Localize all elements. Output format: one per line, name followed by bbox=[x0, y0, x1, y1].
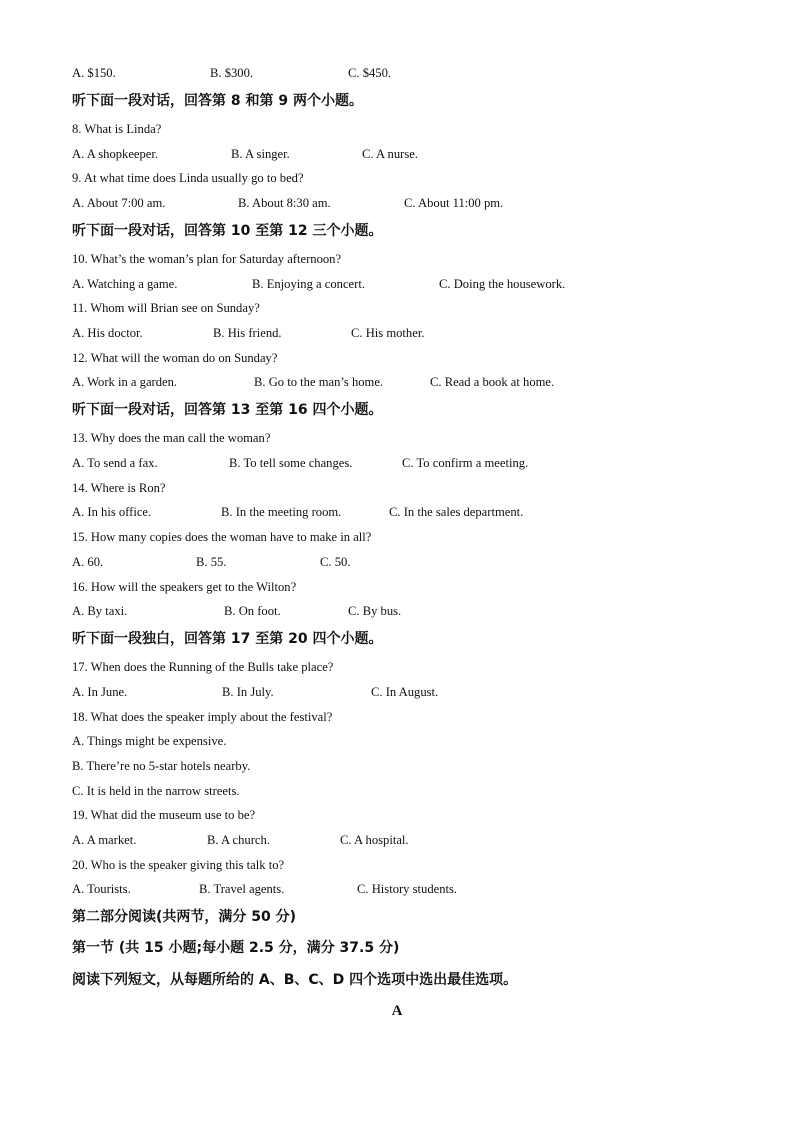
q8-question: 8. What is Linda? bbox=[72, 122, 162, 136]
q8-option-a: A. A shopkeeper. bbox=[72, 147, 159, 161]
q13-option-a: A. To send a fax. bbox=[72, 456, 158, 470]
q18-option-a: A. Things might be expensive. bbox=[72, 734, 227, 748]
q16-option-b: B. On foot. bbox=[224, 604, 281, 618]
q16-option-c: C. By bus. bbox=[348, 604, 402, 618]
q12-option-c: C. Read a book at home. bbox=[430, 375, 555, 389]
q15-option-b: B. 55. bbox=[196, 555, 227, 569]
q19-option-b: B. A church. bbox=[207, 833, 270, 847]
part2-section1-heading: 第一节 (共 15 小题;每小题 2.5 分，满分 37.5 分) bbox=[72, 940, 400, 956]
q19-question: 19. What did the museum use to be? bbox=[72, 808, 256, 822]
q11-option-b: B. His friend. bbox=[213, 326, 282, 340]
q7-option-a: A. $150. bbox=[72, 66, 116, 80]
q8-option-c: C. A nurse. bbox=[362, 147, 418, 161]
q12-question: 12. What will the woman do on Sunday? bbox=[72, 351, 278, 365]
q20-option-c: C. History students. bbox=[357, 882, 458, 896]
q16-option-a: A. By taxi. bbox=[72, 604, 128, 618]
q11-question: 11. Whom will Brian see on Sunday? bbox=[72, 301, 260, 315]
q18-question: 18. What does the speaker imply about the festival? bbox=[72, 710, 333, 724]
q20-option-b: B. Travel agents. bbox=[199, 882, 285, 896]
q8-option-b: B. A singer. bbox=[231, 147, 290, 161]
q10-option-c: C. Doing the housework. bbox=[439, 277, 566, 291]
q15-option-a: A. 60. bbox=[72, 555, 104, 569]
q15-option-c: C. 50. bbox=[320, 555, 351, 569]
q19-option-a: A. A market. bbox=[72, 833, 137, 847]
q14-question: 14. Where is Ron? bbox=[72, 481, 166, 495]
q14-option-b: B. In the meeting room. bbox=[221, 505, 342, 519]
part2-title: 第二部分阅读(共两节，满分 50 分) bbox=[72, 909, 297, 925]
q14-option-a: A. In his office. bbox=[72, 505, 152, 519]
q14-option-c: C. In the sales department. bbox=[389, 505, 524, 519]
q16-question: 16. How will the speakers get to the Wilton? bbox=[72, 580, 297, 594]
q15-question: 15. How many copies does the woman have to make in all? bbox=[72, 530, 372, 544]
q18-option-b: B. There’re no 5-star hotels nearby. bbox=[72, 759, 251, 773]
q13-option-b: B. To tell some changes. bbox=[229, 456, 353, 470]
q10-question: 10. What’s the woman’s plan for Saturday afternoon? bbox=[72, 252, 342, 266]
section-heading-10-12: 听下面一段对话，回答第 10 至第 12 三个小题。 bbox=[72, 223, 383, 239]
q11-option-a: A. His doctor. bbox=[72, 326, 143, 340]
q7-option-b: B. $300. bbox=[210, 66, 254, 80]
q10-option-b: B. Enjoying a concert. bbox=[252, 277, 365, 291]
q17-question: 17. When does the Running of the Bulls take place? bbox=[72, 660, 334, 674]
q17-option-c: C. In August. bbox=[371, 685, 439, 699]
q20-option-a: A. Tourists. bbox=[72, 882, 131, 896]
q17-option-b: B. In July. bbox=[222, 685, 274, 699]
section-heading-17-20: 听下面一段独白，回答第 17 至第 20 四个小题。 bbox=[72, 631, 383, 647]
q9-option-a: A. About 7:00 am. bbox=[72, 196, 166, 210]
q12-option-a: A. Work in a garden. bbox=[72, 375, 178, 389]
section-heading-13-16: 听下面一段对话，回答第 13 至第 16 四个小题。 bbox=[72, 402, 383, 418]
passage-letter: A bbox=[391, 1003, 403, 1019]
q13-option-c: C. To confirm a meeting. bbox=[402, 456, 529, 470]
q9-option-b: B. About 8:30 am. bbox=[238, 196, 331, 210]
part2-instruction: 阅读下列短文，从每题所给的 A、B、C、D 四个选项中选出最佳选项。 bbox=[72, 972, 518, 988]
q7-option-c: C. $450. bbox=[348, 66, 392, 80]
q18-option-c: C. It is held in the narrow streets. bbox=[72, 784, 240, 798]
q12-option-b: B. Go to the man’s home. bbox=[254, 375, 384, 389]
q9-option-c: C. About 11:00 pm. bbox=[404, 196, 504, 210]
q9-question: 9. At what time does Linda usually go to bed? bbox=[72, 171, 304, 185]
q19-option-c: C. A hospital. bbox=[340, 833, 409, 847]
q17-option-a: A. In June. bbox=[72, 685, 128, 699]
q10-option-a: A. Watching a game. bbox=[72, 277, 178, 291]
section-heading-8-9: 听下面一段对话，回答第 8 和第 9 两个小题。 bbox=[72, 93, 363, 109]
q13-question: 13. Why does the man call the woman? bbox=[72, 431, 271, 445]
q20-question: 20. Who is the speaker giving this talk to? bbox=[72, 858, 285, 872]
q11-option-c: C. His mother. bbox=[351, 326, 425, 340]
